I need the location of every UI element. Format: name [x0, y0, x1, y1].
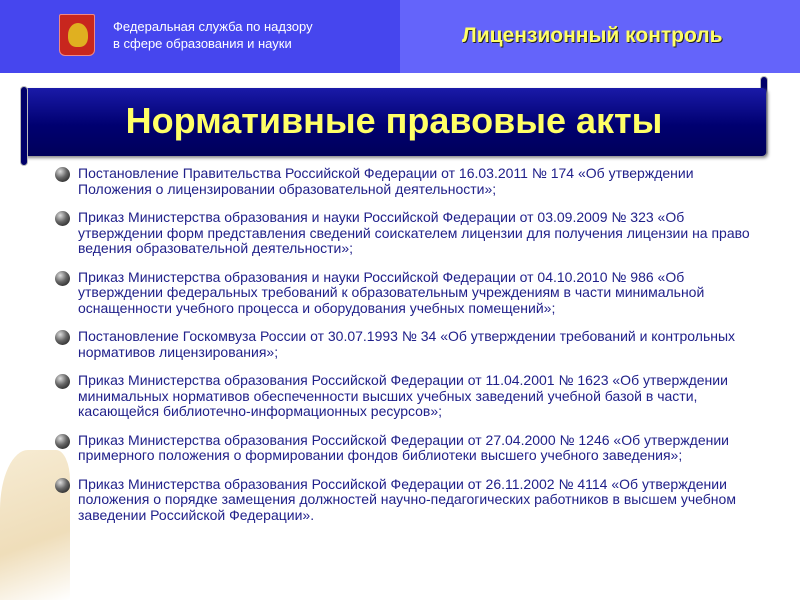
item-text: Постановление Госкомвуза России от 30.07.1993 № 34 «Об утверждении требований и контрольных нормативов лицензирования»;	[78, 328, 736, 360]
list-item	[55, 270, 755, 317]
bullet-icon	[55, 211, 70, 226]
list-item	[55, 329, 755, 360]
item-text: Приказ Министерства образования и науки Российской Федерации от 03.09.2009 № 323 «Об утверждении форм представления сведений соискателем лицензии для получения лицензии на право ведения образовательной деятельности»;	[78, 209, 750, 256]
item-text: Приказ Министерства образования Российской Федерации от 26.11.2002 № 4114 «Об утверждении положения о порядке замещения должностей научно-педагогических работников в высшем учебном заведении Российской Федерации».	[78, 475, 736, 523]
acts-list	[55, 166, 755, 536]
item-text: Приказ Министерства образования Российской Федерации от 27.04.2000 № 1246 «Об утверждении примерного положения о формировании фондов библиотеки высшего учебного заведения»;	[78, 431, 729, 463]
org-line-1: Федеральная служба по надзору	[113, 19, 313, 34]
page-title: Нормативные правовые акты	[125, 100, 663, 141]
bullet-icon	[55, 374, 70, 389]
bullet-icon	[55, 434, 70, 449]
coat-of-arms-icon	[59, 14, 95, 56]
list-item	[55, 477, 755, 524]
org-name	[113, 18, 313, 52]
bullet-icon	[55, 167, 70, 182]
bullet-icon	[55, 478, 70, 493]
list-item	[55, 166, 755, 197]
org-line-2: в сфере образования и науки	[113, 36, 292, 51]
list-item	[55, 373, 755, 420]
bullet-icon	[55, 330, 70, 345]
item-text: Постановление Правительства Российской Федерации от 16.03.2011 № 174 «Об утверждении Положения о лицензировании образовательной деятельности»;	[78, 165, 694, 197]
item-text: Приказ Министерства образования Российской Федерации от 11.04.2001 № 1623 «Об утверждении минимальных нормативов обеспеченности высших учебных заведений учебной базой в части, касающейся библиотечно-информационных ресурсов»;	[78, 372, 728, 419]
item-text: Приказ Министерства образования и науки Российской Федерации от 04.10.2010 № 986 «Об утверждении федеральных требований к образовательным учреждениям в части минимальной оснащенности учебного процесса и оборудования учебных помещений»;	[78, 268, 705, 316]
list-item	[55, 433, 755, 464]
bullet-icon	[55, 271, 70, 286]
list-item	[55, 210, 755, 257]
section-title: Лицензионный контроль	[462, 24, 723, 47]
